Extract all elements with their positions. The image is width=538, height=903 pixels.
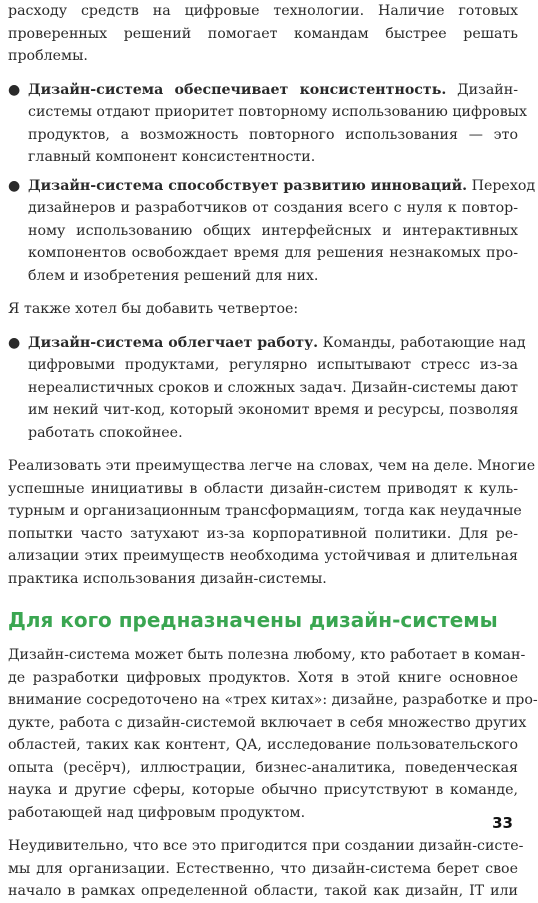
text-line: областей, таких как контент, QA, исследование пользовательского [8, 737, 518, 753]
text-line: попытки часто затухают из-за корпоративной политики. Для ре- [8, 525, 518, 542]
bullet-icon: ● [8, 177, 21, 194]
text-line: нереалистичных сроков и сложных задач. Дизайн-системы дают [28, 379, 518, 396]
bullet-icon: ● [8, 334, 21, 351]
text-line: наука и другие сферы, которые обычно присутствуют в команде, [8, 782, 518, 798]
text-line: работать спокойнее. [28, 424, 183, 441]
text-line: главный компонент консистентности. [28, 149, 316, 165]
text-line: практика использования дизайн-системы. [8, 570, 327, 587]
text-line: успешные инициативы в области дизайн-систем приводят к куль- [8, 480, 518, 497]
bullet-heading: Дизайн-система обеспечивает консистентность. [28, 81, 447, 98]
text-line: работающей над цифровым продуктом. [8, 804, 306, 821]
text-line: расходу средств на цифровые технологии. Наличие готовых [8, 3, 518, 19]
paragraph-realize [8, 455, 536, 590]
bullet-text: Переход [467, 177, 536, 194]
text-line: проверенных решений помогает командам быстрее решать [8, 25, 518, 42]
book-page [8, 0, 538, 903]
text-line: ализации этих преимуществ необходима устойчивая и длительная [8, 548, 518, 564]
text-line: Реализовать эти преимущества легче на словах, чем на деле. Многие [8, 458, 536, 474]
section-heading: Для кого предназначены дизайн-системы [8, 608, 498, 632]
text-line: дизайнеров и разработчиков от создания всего с нуля к повтор- [28, 200, 518, 216]
text-line: Неудивительно, что все это пригодится при создании дизайн-систе- [8, 838, 524, 854]
bullet-item-innovation [8, 175, 536, 288]
text-line: системы отдают приоритет повторному использованию цифровых [28, 104, 527, 120]
text-line: им некий чит-код, который экономит время и ресурсы, позволяя [28, 402, 519, 418]
paragraph-last [8, 835, 524, 903]
bullet-item-consistency [8, 79, 527, 169]
bullet-text: Дизайн- [446, 81, 518, 98]
paragraph-who [8, 644, 538, 824]
text-line: цифровыми продуктами, регулярно испытывают стресс из-за [28, 357, 518, 373]
bullet-text: Команды, работающие над [318, 334, 526, 351]
text-line: дукте, работа с дизайн-системой включает в себя множество других [8, 714, 527, 731]
text-line: проблемы. [8, 48, 88, 64]
bullet-item-easier-work [8, 332, 526, 445]
text-line: блем и изобретения решений для них. [28, 267, 319, 284]
text-line: внимание сосредоточено на «трех китах»: дизайне, разработке и про- [8, 692, 538, 708]
paragraph-top [8, 0, 518, 68]
text-line: опыта (ресёрч), иллюстрации, бизнес-аналитика, поведенческая [8, 759, 518, 776]
bullet-icon: ● [8, 81, 21, 98]
text-line: компонентов освобождает время для решения незнакомых про- [28, 245, 518, 261]
text-line: де разработки цифровых продуктов. Хотя в этой книге основное [8, 669, 518, 686]
text-line: начало в рамках определенной области, такой как дизайн, IT или [8, 883, 518, 899]
text-line: Дизайн-система может быть полезна любому, кто работает в коман- [8, 647, 526, 663]
text-line: продуктов, а возможность повторного использования — это [28, 126, 518, 143]
text-line: мы для организации. Естественно, что дизайн-система берет свое [8, 860, 518, 877]
text-line: ному использованию общих интерфейсных и интерактивных [28, 222, 518, 239]
page-number: 33 [492, 814, 513, 832]
bullet-heading: Дизайн-система облегчает работу. [28, 334, 319, 351]
bullet-heading: Дизайн-система способствует развитию инноваций. [28, 177, 468, 194]
intro-fourth: Я также хотел бы добавить четвертое: [8, 301, 299, 317]
text-line: турным и организационным трансформациям, тогда как неудачные [8, 503, 522, 519]
